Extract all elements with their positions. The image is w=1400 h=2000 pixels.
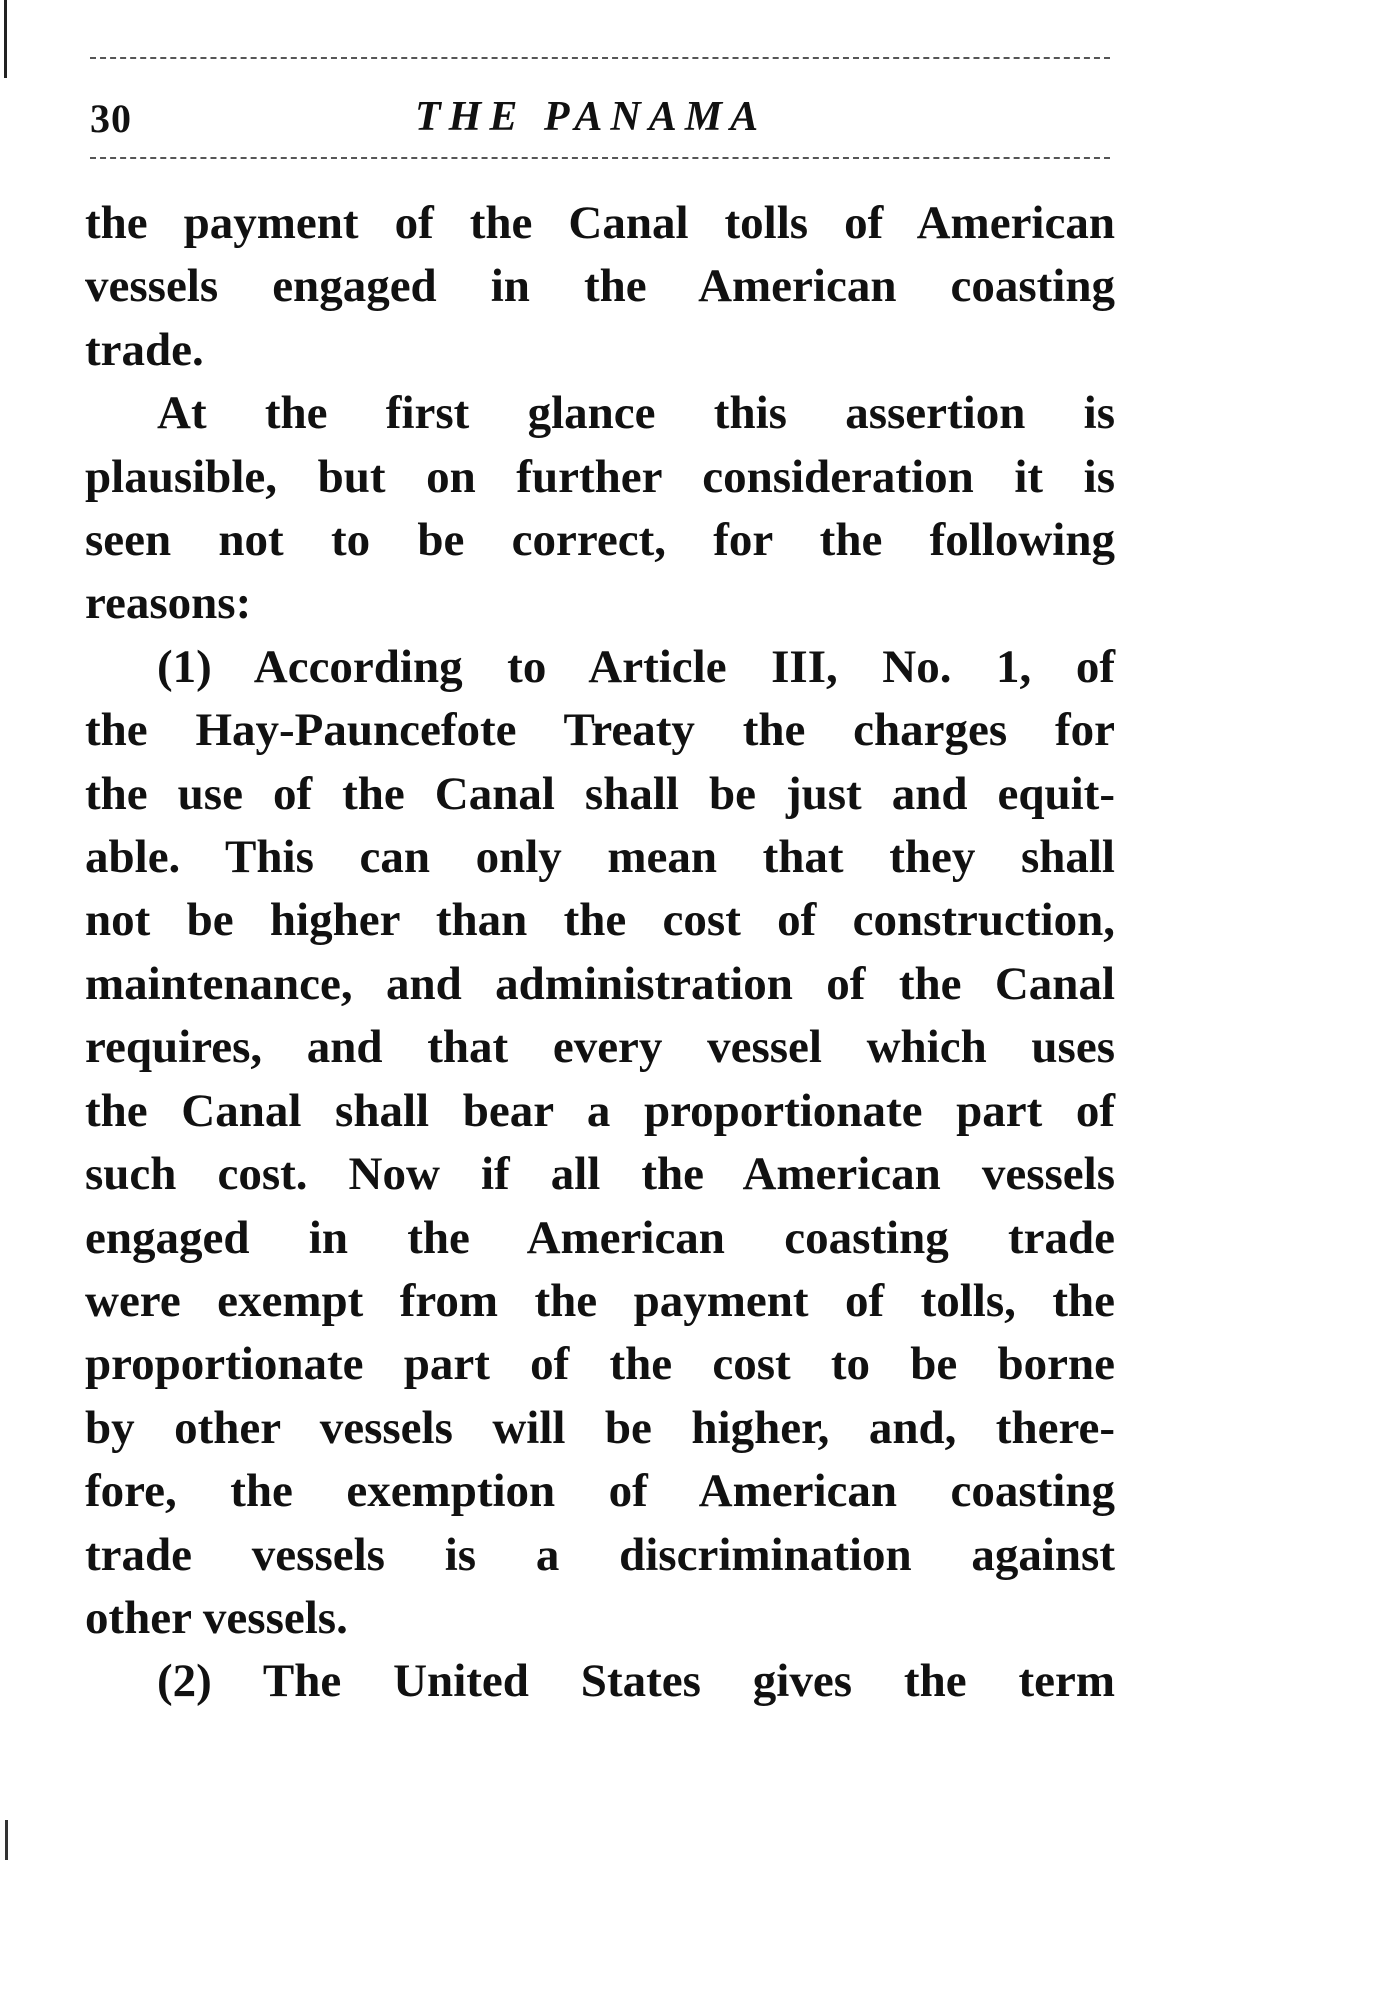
text-line: At the first glance this assertion is — [157, 387, 1115, 440]
text-line: such cost. Now if all the American vessels — [85, 1148, 1115, 1201]
text-line: were exempt from the payment of tolls, the — [85, 1274, 1115, 1327]
text-line: the Hay-Pauncefote Treaty the charges for — [85, 704, 1115, 757]
running-head: THE PANAMA — [415, 94, 767, 140]
text-line: able. This can only mean that they shall — [85, 831, 1115, 884]
header-rule-top — [90, 57, 1110, 59]
text-line: (1) According to Article III, No. 1, of — [157, 640, 1115, 693]
text-line: requires, and that every vessel which uses — [85, 1021, 1115, 1074]
page-header — [90, 95, 1110, 155]
text-line: reasons: — [85, 577, 252, 630]
text-line: engaged in the American coasting trade — [85, 1211, 1115, 1264]
header-rule-bottom — [90, 157, 1110, 159]
text-line: fore, the exemption of American coasting — [85, 1465, 1115, 1518]
page-number: 30 — [90, 96, 132, 141]
body-text — [85, 192, 1115, 1714]
text-line: the use of the Canal shall be just and equit- — [85, 767, 1115, 820]
text-line: plausible, but on further consideration it is — [85, 450, 1115, 503]
page-edge-mark — [4, 0, 7, 78]
text-line: other vessels. — [85, 1591, 348, 1644]
text-line: proportionate part of the cost to be borne — [85, 1338, 1115, 1391]
text-line: the payment of the Canal tolls of American — [85, 197, 1115, 249]
text-line: (2) The United States gives the term — [157, 1655, 1115, 1708]
text-line: maintenance, and administration of the Canal — [85, 957, 1115, 1010]
text-line: seen not to be correct, for the following — [85, 514, 1115, 567]
text-line: trade vessels is a discrimination against — [85, 1528, 1115, 1581]
text-line: vessels engaged in the American coasting — [85, 260, 1115, 313]
text-line: by other vessels will be higher, and, there- — [85, 1401, 1115, 1454]
text-line: the Canal shall bear a proportionate part of — [85, 1084, 1115, 1137]
text-line: trade. — [85, 323, 204, 376]
text-line: not be higher than the cost of construction, — [85, 894, 1115, 947]
page-edge-mark-lower — [5, 1820, 8, 1860]
